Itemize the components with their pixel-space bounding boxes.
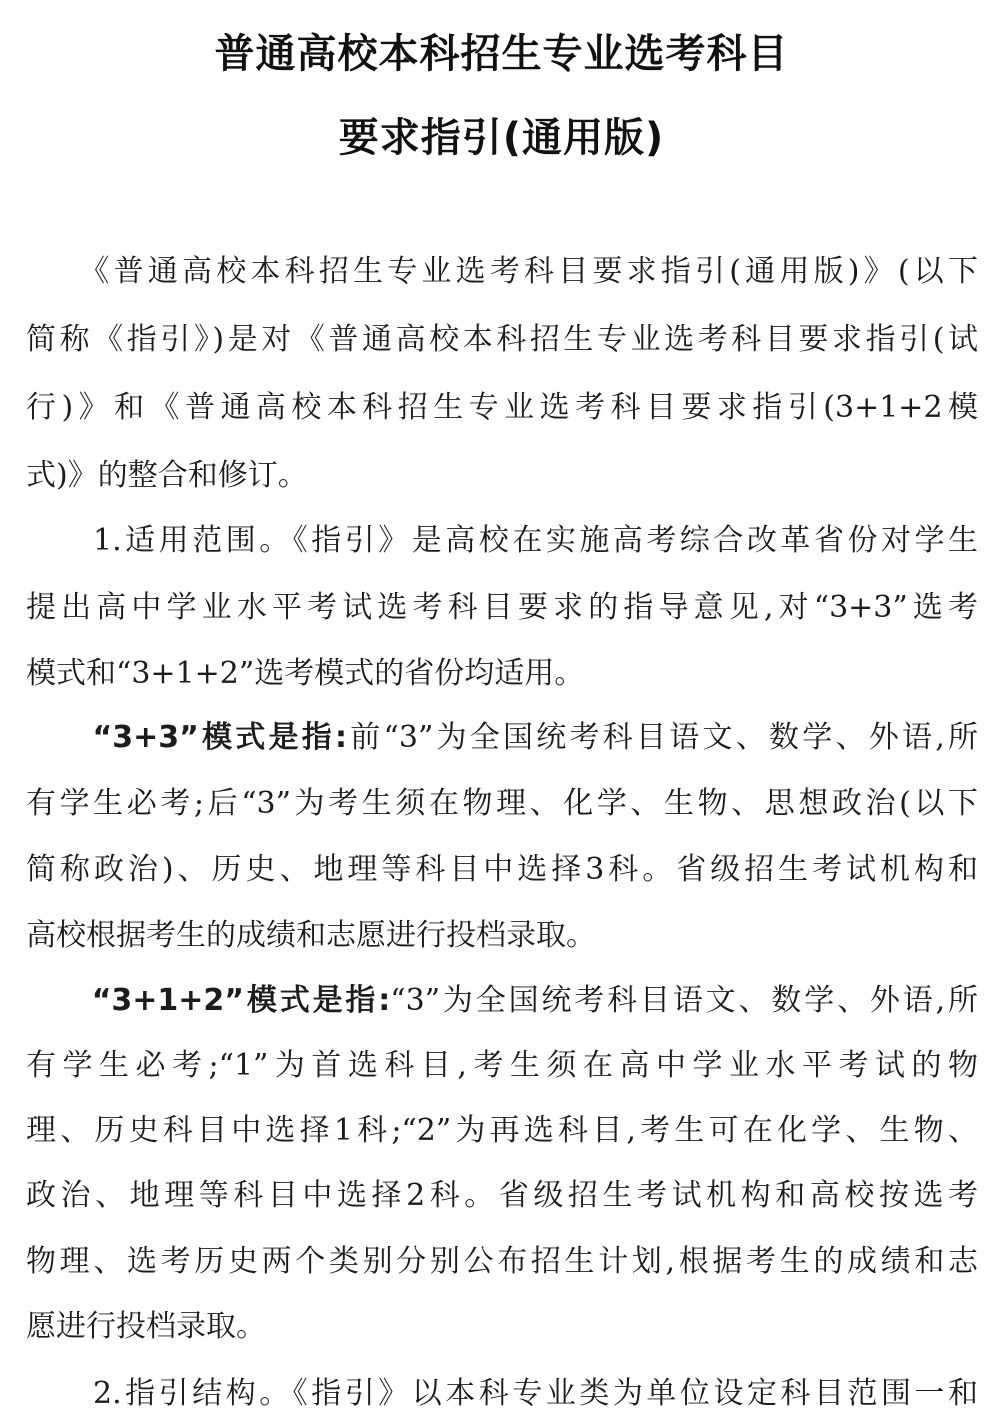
paragraph-line: 1.适用范围。《指引》是高校在实施高考综合改革省份对学生 — [26, 523, 978, 558]
paragraph-line: 简称政治)、历史、地理等科目中选择3科。省级招生考试机构和 — [26, 852, 978, 887]
paragraph-line: 物理、选考历史两个类别分别公布招生计划,根据考生的成绩和志 — [26, 1244, 978, 1279]
document-title-line-2: 要求指引(通用版) — [338, 115, 665, 161]
paragraph-line-text: “3”为全国统考科目语文、数学、外语,所 — [390, 983, 978, 1018]
paragraph-line: 《普通高校本科招生专业选考科目要求指引(通用版)》(以下 — [26, 254, 978, 289]
bold-lead-3-3: “3+3”模式是指: — [26, 720, 348, 755]
paragraph-line: 有学生必考;后“3”为考生须在物理、化学、生物、思想政治(以下 — [26, 786, 978, 821]
paragraph-line: 有学生必考;“1”为首选科目,考生须在高中学业水平考试的物 — [26, 1048, 978, 1083]
paragraph-line: 2.指引结构。《指引》以本科专业类为单位设定科目范围一和 — [26, 1376, 978, 1411]
paragraph-line-text: 前“3”为全国统考科目语文、数学、外语,所 — [347, 720, 978, 755]
paragraph-line: 提出高中学业水平考试选考科目要求的指导意见,对“3+3”选考 — [26, 590, 978, 625]
paragraph-line: 政治、地理等科目中选择2科。省级招生考试机构和高校按选考 — [26, 1178, 978, 1213]
paragraph-line: 理、历史科目中选择1科;“2”为再选科目,考生可在化学、生物、 — [26, 1113, 978, 1148]
paragraph-line: 模式和“3+1+2”选考模式的省份均适用。 — [26, 656, 585, 691]
paragraph-line: 高校根据考生的成绩和志愿进行投档录取。 — [26, 918, 596, 953]
paragraph-line: 行)》和《普通高校本科招生专业选考科目要求指引(3+1+2模 — [26, 390, 978, 425]
paragraph-line-with-lead — [26, 979, 978, 1023]
paragraph-line-with-lead — [26, 716, 978, 760]
paragraph-line: 愿进行投档录取。 — [26, 1309, 266, 1344]
paragraph-line: 式)》的整合和修订。 — [26, 458, 308, 493]
document-title-line-1: 普通高校本科招生专业选考科目 — [214, 31, 789, 77]
bold-lead-3-1-2: “3+1+2”模式是指: — [26, 983, 391, 1018]
paragraph-line: 简称《指引》)是对《普通高校本科招生专业选考科目要求指引(试 — [26, 322, 978, 357]
